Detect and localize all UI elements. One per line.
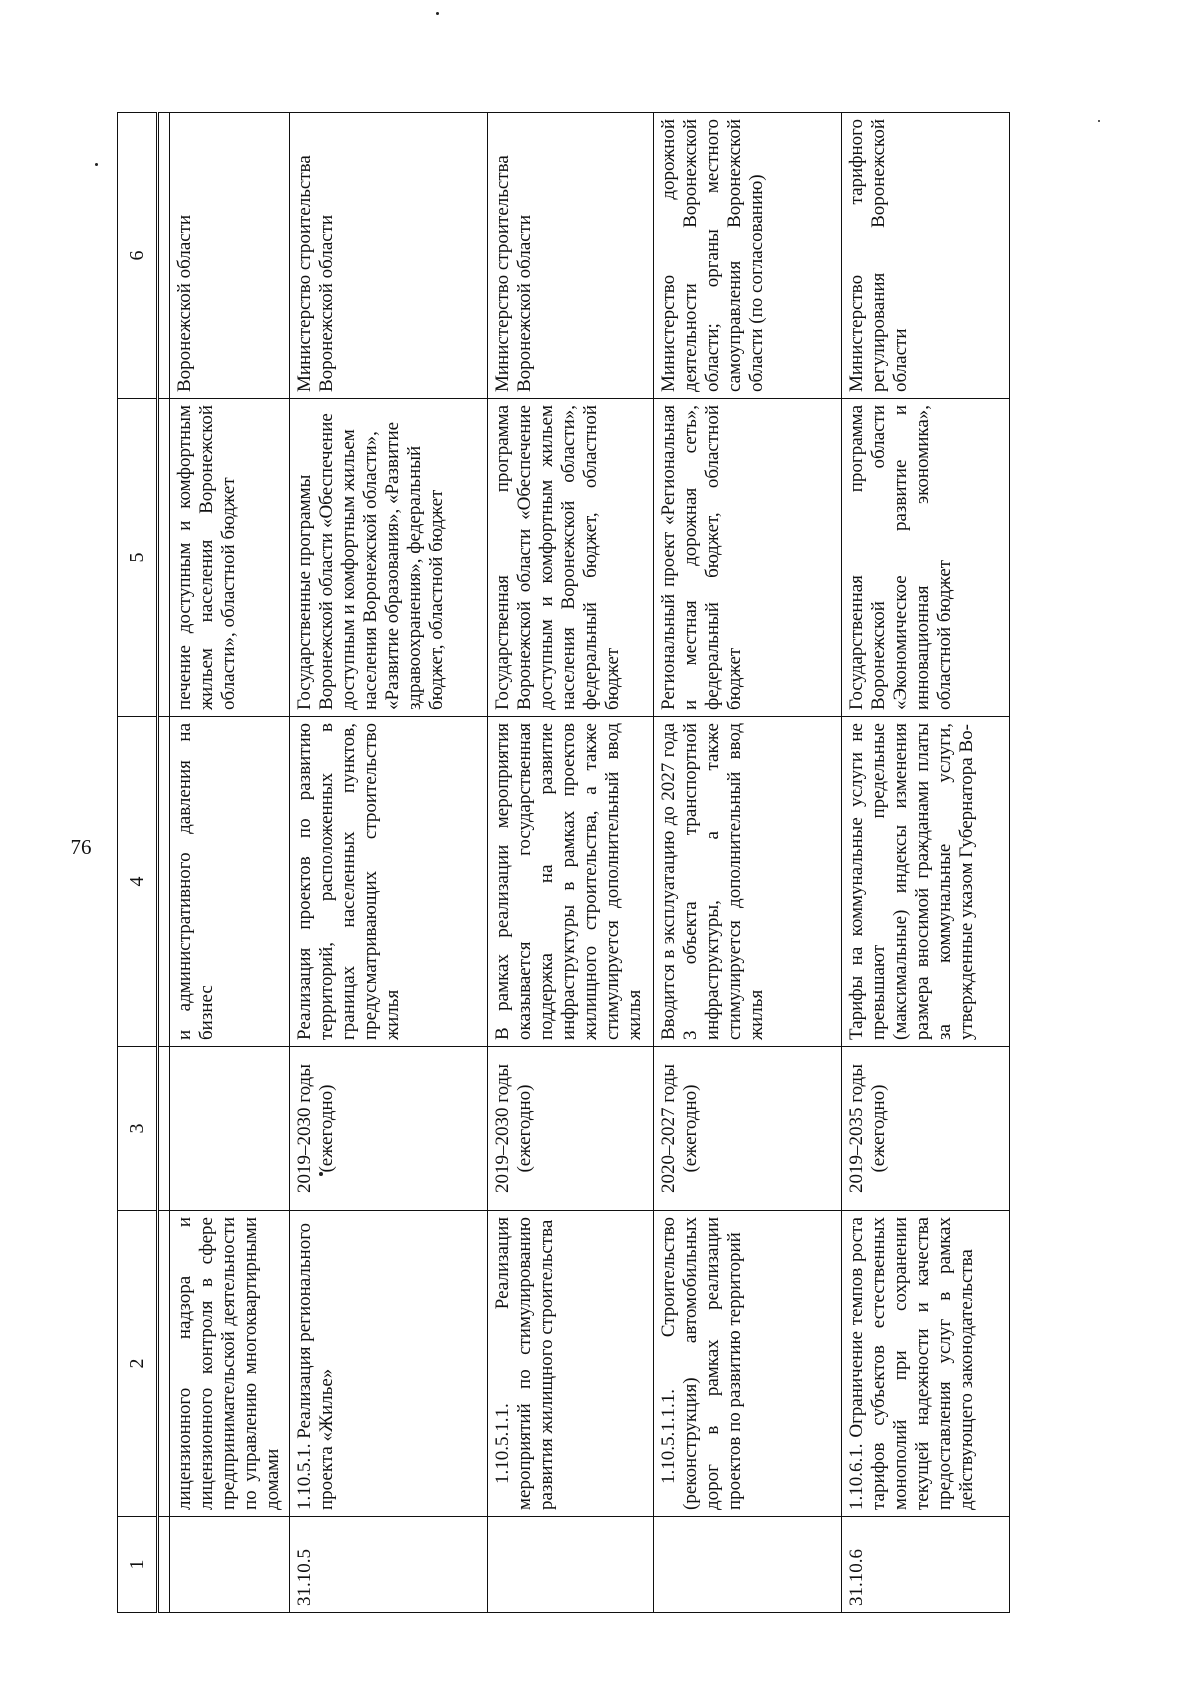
row-code — [488, 1517, 654, 1613]
column-header: 6 — [118, 113, 158, 399]
row-programs: Государственная программа Воронежской области «Экономическое развитие и инновационная экономика», областной бюджет — [842, 399, 1010, 717]
rotated-page — [117, 109, 1054, 1613]
row-event: 1.10.6.1. Ограничение темпов роста тарифов субъектов естественных монополий при сохранении текущей надежности и качества предоставления услуг в рамках действующего законодательства — [842, 1211, 1010, 1517]
row-result: В рамках реализации мероприятия оказывается государственная поддержка на развитие инфраструктуры в рамках проектов жилищного строительства, а также стимулируется дополнительный ввод жилья — [488, 717, 654, 1047]
row-programs: Региональный проект «Региональная и местная дорожная сеть», федеральный бюджет, областной бюджет — [654, 399, 842, 717]
row-period: 2019–2030 годы (ежегодно) — [290, 1047, 488, 1211]
row-programs: печение доступным и комфортным жильем населения Воронежской области», областной бюджет — [170, 399, 290, 717]
row-period: 2020–2027 годы (ежегодно) — [654, 1047, 842, 1211]
row-programs: Государственная программа Воронежской области «Обеспечение доступным и комфортным жильем населения Воронежской области», федеральный бюджет, областной бюджет — [488, 399, 654, 717]
header-separator — [158, 113, 170, 1613]
column-header: 5 — [118, 399, 158, 717]
scan-speck — [436, 12, 439, 15]
row-event: лицензионного надзора и лицензионного контроля в сфере предпринимательской деятельности по управлению многоквартирными домами — [170, 1211, 290, 1517]
row-executor: Министерство тарифного регулирования Воронежской области — [842, 113, 1010, 399]
row-period: 2019–2030 годы (ежегодно) — [488, 1047, 654, 1211]
row-executor: Воронежской области — [170, 113, 290, 399]
table-header-row — [118, 113, 158, 1613]
row-event: 1.10.5.1.1.1. Строительство (реконструкция) автомобильных дорог в рамках реализации проектов по развитию территорий — [654, 1211, 842, 1517]
table-row — [170, 113, 290, 1613]
row-executor: Министерство строительства Воронежской области — [488, 113, 654, 399]
column-header: 2 — [118, 1211, 158, 1517]
column-header: 3 — [118, 1047, 158, 1211]
row-result: Реализация проектов по развитию территорий, расположенных в границах населенных пунктов, предусматривающих строительство жилья — [290, 717, 488, 1047]
column-header: 1 — [118, 1517, 158, 1613]
table-row — [290, 113, 488, 1613]
row-code — [654, 1517, 842, 1613]
page-number: 76 — [70, 835, 92, 859]
column-header: 4 — [118, 717, 158, 1047]
row-period — [170, 1047, 290, 1211]
row-code: 31.10.6 — [842, 1517, 1010, 1613]
row-programs: Государственные программы Воронежской области «Обеспечение доступным и комфортным жильем населения Воронежской области», «Развитие образования», «Развитие здравоохранения», федеральный бюджет, областной бюджет — [290, 399, 488, 717]
scan-speck — [1098, 120, 1100, 122]
row-period: 2019–2035 годы (ежегодно) — [842, 1047, 1010, 1211]
table-row — [842, 113, 1010, 1613]
row-result: и административного давления на бизнес — [170, 717, 290, 1047]
table-row — [654, 113, 842, 1613]
row-executor: Министерство дорожной деятельности Воронежской области; органы местного самоуправления Воронежской области (по согласованию) — [654, 113, 842, 399]
row-code: 31.10.5 — [290, 1517, 488, 1613]
measures-table — [117, 112, 1010, 1613]
scan-speck — [95, 163, 98, 166]
table-row — [488, 113, 654, 1613]
row-result: Тарифы на коммунальные услуги не превышают предельные (максимальные) индексы изменения размера вносимой гражданами платы за коммунальные услуги, утвержденные указом Губернатора Во- — [842, 717, 1010, 1047]
row-executor: Министерство строительства Воронежской области — [290, 113, 488, 399]
row-code — [170, 1517, 290, 1613]
row-event: 1.10.5.1.1. Реализация мероприятий по стимулированию развития жилищного строительства — [488, 1211, 654, 1517]
row-result: Вводится в эксплуатацию до 2027 года 3 объекта транспортной инфраструктуры, а также стимулируется дополнительный ввод жилья — [654, 717, 842, 1047]
row-event: 1.10.5.1. Реализация регионального проекта «Жилье» — [290, 1211, 488, 1517]
